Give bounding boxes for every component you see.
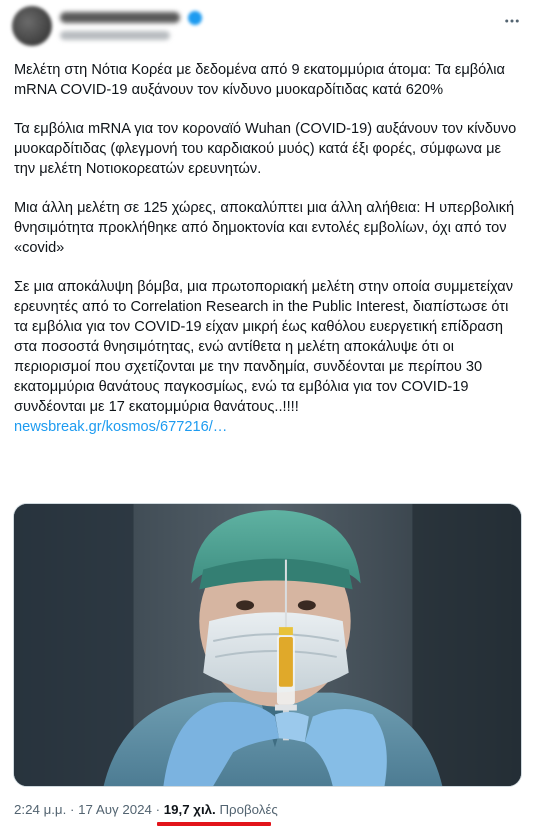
tweet-paragraph-2: Τα εμβόλια mRNA για τον κοροναϊό Wuhan (COVID-19) αυξάνουν τον κίνδυνο μυοκαρδίτιδας (φλεγμονή του καρδιακού μυός) κατά έξι φορές, σύμφωνα με την μελέτη Νοτιοκορεατών ερευνητών. <box>14 121 517 177</box>
tweet-paragraph-4: Σε μια αποκάλυψη βόμβα, μια πρωτοποριακή μελέτη στην οποία συμμετείχαν ερευνητές από το Correlation Research in the Public Interest, διαπίστωσε ότι τα εμβόλια για τον COVID-19 είχαν μικρή έως καθόλου ευεργετική επίδραση στα ποσοστά θνησιμότητας, ενώ αντίθετα η μελέτη αποκάλυψε ότι οι περιορισμοί που σχετίζονται με την πανδημία, συνδέονται με περίπου 30 εκατομμύρια θανάτους παγκοσμίως, ενώ τα εμβόλια για τον COVID-19 συνδέονται με 17 εκατομμύρια θανάτους..!!!! <box>14 279 513 415</box>
author-name-blurred[interactable] <box>60 12 180 23</box>
tweet-meta <box>14 802 278 817</box>
verified-badge-icon <box>188 11 202 25</box>
tweet-timestamp[interactable]: 2:24 μ.μ. · 17 Αυγ 2024 · <box>14 802 164 817</box>
tweet-paragraph-1: Μελέτη στη Νότια Κορέα με δεδομένα από 9 εκατομμύρια άτομα: Τα εμβόλια mRNA COVID-19 αυξάνουν τον κίνδυνο μυοκαρδίτιδας κατά 620% <box>14 62 505 98</box>
tweet-paragraph-3: Μια άλλη μελέτη σε 125 χώρες, αποκαλύπτει μια άλλη αλήθεια: Η υπερβολική θνησιμότητα προκλήθηκε από δημοκτονία και εντολές εμβολίων, όχι από τον «covid» <box>14 200 515 256</box>
views-label[interactable]: Προβολές <box>215 802 278 817</box>
tweet-text <box>14 60 524 437</box>
views-count[interactable]: 19,7 χιλ. <box>163 802 216 817</box>
author-handle-blurred[interactable] <box>60 31 170 40</box>
more-horizontal-icon-svg <box>503 12 521 30</box>
article-link[interactable]: newsbreak.gr/kosmos/677216/… <box>14 419 228 435</box>
highlight-underline <box>157 822 271 826</box>
tweet-header <box>0 0 535 56</box>
avatar[interactable] <box>12 6 52 46</box>
doctor-syringe-photo <box>14 504 521 786</box>
more-horizontal-icon[interactable] <box>501 10 523 32</box>
tweet-media-image[interactable] <box>13 503 522 787</box>
